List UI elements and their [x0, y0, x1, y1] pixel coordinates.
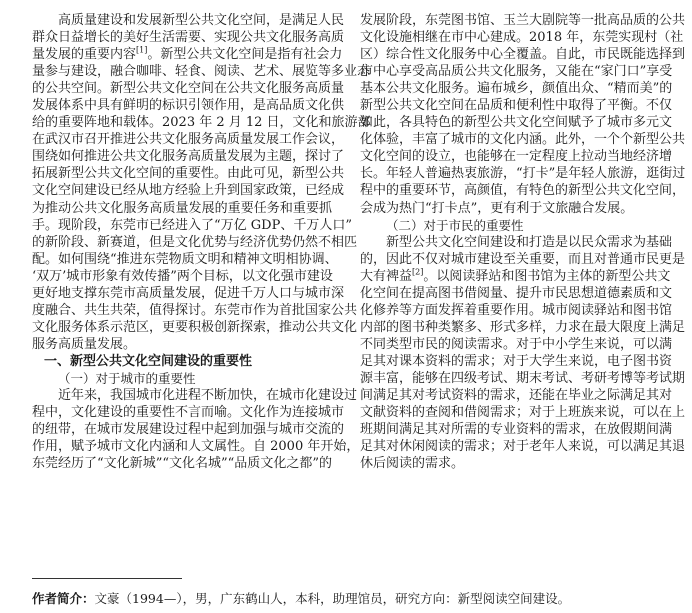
- text-line: 在武汉市召开推进公共文化服务高质量发展工作会议，: [32, 132, 345, 148]
- text-line: 如此，各具特色的新型公共文化空间赋予了城市多元文: [360, 115, 673, 131]
- text-line: 作用，赋予城市文化内涵和人文属性。自 2000 年开始，: [32, 439, 360, 455]
- text-line: 程中的重要环节，高颜值，有特色的新型公共文化空间，: [360, 183, 686, 199]
- author-bio-text: 文豪（1994—），男，广东鹤山人，本科，助理馆员，研究方向：新型阅读空间建设。: [94, 591, 571, 606]
- text-line: 更好地支撑东莞市高质量发展，促进千万人口与城市深: [32, 285, 345, 301]
- right-column: [360, 12, 686, 472]
- text-line: 量发展的重要内容[1]。新型公共文化空间是指有社会力: [32, 45, 343, 63]
- text-line: 的公共空间。新型公共文化空间在公共文化服务高质量: [32, 81, 345, 97]
- text-line: 班期间满足其对所需的专业资料的需求，在放假期间满: [360, 422, 673, 438]
- text-line: 间满足其对考试资料的需求，还能在毕业之际满足其对: [360, 388, 673, 404]
- author-bio-label: 作者简介：: [32, 591, 95, 606]
- text-line: 给的重要阵地和载体。2023 年 2 月 12 日，文化和旅游部: [32, 115, 371, 131]
- text-line: 配。如何围绕“推进东莞物质文明和精神文明相协调、: [32, 251, 338, 267]
- text-line: 休后阅读的需求。: [360, 456, 465, 472]
- citation-ref: [1]: [136, 45, 148, 55]
- text-line: 文化空间建设已经从地方经验上升到国家政策，已经成: [32, 183, 345, 199]
- text-line: 文化服务体系示范区，更要积极创新探索，推动公共文化: [32, 319, 358, 335]
- text-line: 足其对休闲阅读的需求；对于老年人来说，可以满足其退: [360, 439, 686, 455]
- subsection-heading: （一）对于城市的重要性: [58, 370, 196, 386]
- text-line: 会成为热门“打卡点”，更有利于文旅融合发展。: [360, 200, 634, 216]
- left-column: [32, 12, 371, 472]
- text-line: 的纽带，在城市发展建设过程中起到加强与城市交流的: [32, 422, 345, 438]
- text-line: 化修养等方面发挥着重要作用。城市阅读驿站和图书馆: [360, 302, 673, 318]
- text-line: 新型公共文化空间建设和打造是以民众需求为基础: [386, 234, 673, 250]
- text-line: 文献资料的查阅和借阅需求；对于上班族来说，可以在上: [360, 405, 686, 421]
- text-line: 手。现阶段，东莞市已经进入了“万亿 GDP、千万人口”: [32, 217, 352, 233]
- text-line: 围绕如何推进公共文化服务高质量发展为主题，探讨了: [32, 149, 345, 165]
- text-line: 化体验，丰富了城市的文化内涵。此外，一个个新型公共: [360, 132, 686, 148]
- text-line: 量参与建设，融合咖啡、轻食、阅读、艺术、展览等多业态: [32, 64, 371, 80]
- text-line: 化空间在提高图书借阅量、提升市民思想道德素质和文: [360, 285, 673, 301]
- text-line: 高质量建设和发展新型公共文化空间，是满足人民: [58, 13, 345, 28]
- text-line: 发展阶段，东莞图书馆、玉兰大剧院等一批高品质的公共: [360, 13, 686, 28]
- text-line: 内部的图书种类繁多、形式多样，力求在最大限度上满足: [360, 319, 686, 335]
- text-line: 的，因此不仅对城市建设至关重要，而且对普通市民更是: [360, 251, 686, 267]
- section-heading: 一、新型公共文化空间建设的重要性: [44, 353, 253, 369]
- citation-ref: [2]: [412, 267, 424, 277]
- text-line: 区）综合性文化服务中心全覆盖。自此，市民既能选择到: [360, 47, 686, 63]
- text-line: 的新阶段、新赛道，但是文化优势与经济优势仍然不相匹: [32, 234, 358, 250]
- text-line: 近年来，我国城市化进程不断加快，在城市化建设过: [58, 388, 358, 404]
- text-line: 东莞经历了“文化新城”“文化名城”“品质文化之都”的: [32, 456, 332, 472]
- text-line: 市中心享受高品质公共文化服务，又能在“家门口”享受: [360, 64, 673, 80]
- text-line: 新型公共文化空间在品质和便利性中取得了平衡。不仅: [360, 98, 673, 114]
- text-line: 拓展新型公共文化空间的重要性。由此可见，新型公共: [32, 166, 345, 182]
- text-line: 服务高质量发展。: [32, 336, 137, 352]
- text-line: 度融合、共生共荣，值得探讨。东莞市作为首批国家公共: [32, 302, 358, 318]
- text-line: 大有裨益[2]。以阅读驿站和图书馆为主体的新型公共文: [360, 267, 671, 284]
- text-line: 群众日益增长的美好生活需要、实现公共文化服务高质: [32, 30, 345, 46]
- text-line: 文化空间的设立，也能够在一定程度上拉动当地经济增: [360, 149, 673, 165]
- text-line: 不同类型市民的阅读需求。对于中小学生来说，可以满: [360, 336, 673, 352]
- author-bio: [32, 589, 672, 607]
- footnote-divider: [32, 578, 182, 579]
- text-line: 发展体系中具有鲜明的标识引领作用，是高品质文化供: [32, 98, 345, 114]
- text-line: 长。年轻人普遍热衷旅游，“打卡”是年轻人旅游，逛街过: [360, 166, 686, 182]
- text-line: 足其对课本资料的需求；对于大学生来说，电子图书资: [360, 353, 673, 369]
- text-line: 程中，文化建设的重要性不言而喻。文化作为连接城市: [32, 405, 345, 421]
- text-line: 源丰富，能够在四级考试、期末考试、考研考博等考试期: [360, 370, 686, 386]
- text-line: 为推动公共文化服务高质量发展的重要任务和重要抓: [32, 200, 332, 216]
- text-line: 基本公共文化服务。遍布城乡，颜值出众、“精而美”的: [360, 81, 673, 97]
- text-line: 文化设施相继在市中心建成。2018 年，东莞实现村（社: [360, 30, 684, 46]
- subsection-heading: （二）对于市民的重要性: [386, 217, 524, 233]
- text-line: ‘双万’城市形象有效传播”两个目标，以文化强市建设: [32, 268, 333, 284]
